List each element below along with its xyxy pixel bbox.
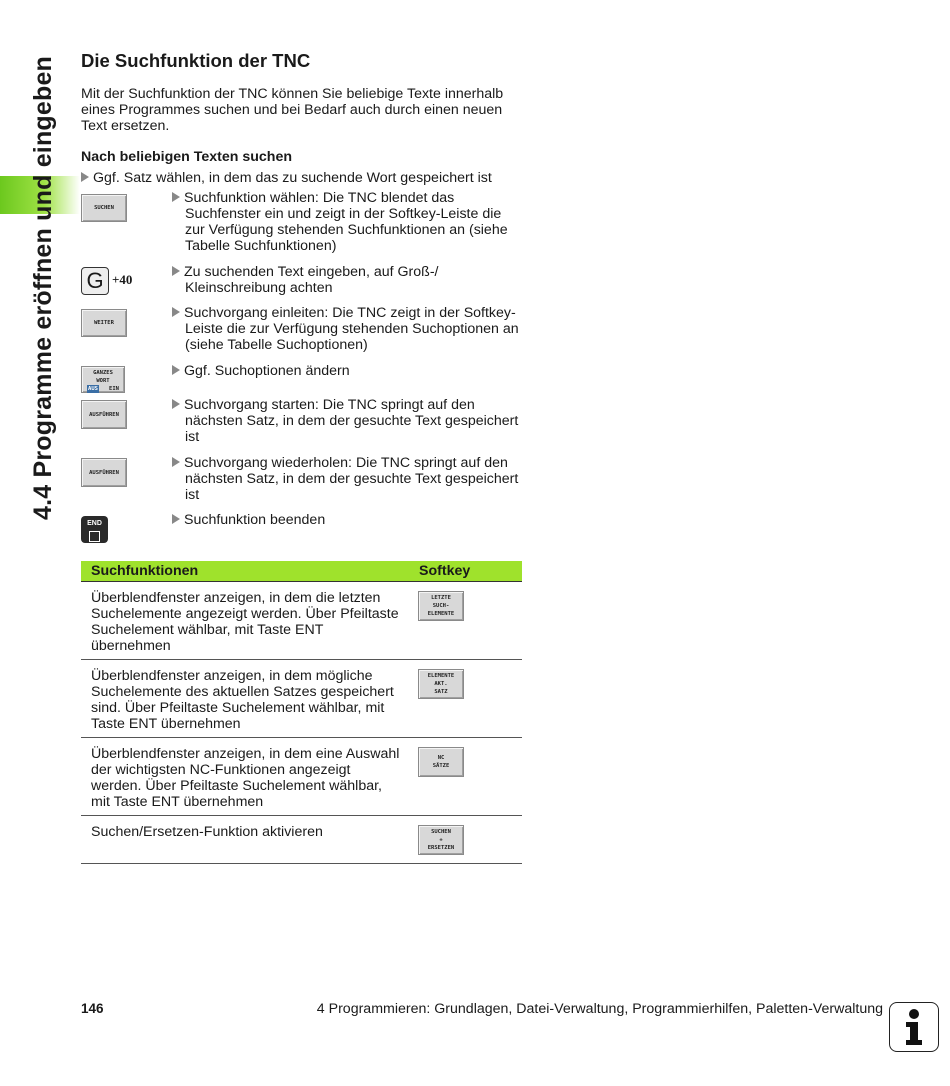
triangle-bullet-icon	[172, 399, 180, 409]
key-g-button[interactable]	[81, 267, 109, 295]
triangle-bullet-icon	[172, 266, 180, 276]
triangle-bullet-icon	[172, 192, 180, 202]
softkey-label-line: +	[439, 837, 443, 843]
triangle-bullet-icon	[172, 365, 180, 375]
softkey-label: AUSFÜHREN	[89, 411, 119, 418]
key-end-button[interactable]	[81, 516, 108, 543]
softkey-label-line: SUCHEN	[431, 829, 451, 835]
step-bullet	[81, 170, 492, 186]
toggle-inactive: EIN	[109, 386, 119, 392]
toggle-active: AUS	[88, 386, 98, 392]
info-icon	[889, 1002, 939, 1052]
step-text: Suchfunktion wählen: Die TNC blendet das Suchfenster ein und zeigt in der Softkey-Leiste die zur Verfügung stehenden Suchfunktionen an (siehe Tabelle Suchfunktionen)	[184, 190, 508, 254]
softkey-weiter[interactable]	[81, 309, 127, 337]
step-text: Zu suchenden Text eingeben, auf Groß-/ Kleinschreibung achten	[184, 264, 439, 296]
triangle-bullet-icon	[172, 307, 180, 317]
softkey-ganzes-wort[interactable]	[81, 366, 125, 393]
step-4	[172, 363, 524, 379]
intro-paragraph: Mit der Suchfunktion der TNC können Sie beliebige Texte innerhalb eines Programmes suchen und bei Bedarf auch durch einen neuen Text ersetzen.	[81, 86, 504, 134]
softkey-label-line: SATZ	[434, 689, 448, 695]
softkey-label: SUCHEN	[94, 205, 114, 211]
info-glyph	[890, 1003, 938, 1051]
triangle-bullet-icon	[81, 172, 89, 182]
key-end-label: END	[87, 520, 102, 527]
softkey-ausfuehren-repeat[interactable]	[81, 458, 127, 487]
table-cell-desc: Überblendfenster anzeigen, in dem die letzten Suchelemente angezeigt werden. Über Pfeiltaste Suchelement wählbar, mit Taste ENT übernehmen	[91, 590, 399, 654]
softkey-label: WEITER	[94, 320, 114, 326]
table-header	[81, 561, 522, 582]
softkey-label-line: LETZTE	[431, 595, 451, 601]
softkey-label-line: AKT.	[434, 681, 448, 687]
step-bullet-text: Ggf. Satz wählen, in dem das zu suchende Wort gespeichert ist	[93, 170, 492, 186]
softkey-label-line: SÄTZE	[432, 763, 450, 769]
softkey-label: AUSFÜHREN	[89, 469, 119, 476]
step-text: Suchvorgang wiederholen: Die TNC springt auf den nächsten Satz, in dem der gesuchte Text gespeichert ist	[184, 455, 519, 503]
table-row	[81, 816, 522, 864]
step-5	[172, 397, 524, 445]
softkey-letzte-suchelemente[interactable]	[418, 591, 464, 621]
page-title: Die Suchfunktion der TNC	[81, 50, 311, 71]
table-row	[81, 660, 522, 738]
step-text: Suchfunktion beenden	[184, 512, 326, 528]
table-row	[81, 738, 522, 816]
softkey-label-line: NC	[437, 755, 445, 761]
table-cell-desc: Suchen/Ersetzen-Funktion aktivieren	[91, 824, 323, 840]
triangle-bullet-icon	[172, 457, 180, 467]
step-7	[172, 512, 524, 528]
softkey-label-line: GANZES	[93, 370, 113, 376]
softkey-ausfuehren[interactable]	[81, 400, 127, 429]
table-header-function: Suchfunktionen	[91, 563, 199, 579]
softkey-label-line: SUCH-	[432, 603, 450, 609]
softkey-label-line: ELEMENTE	[427, 673, 455, 679]
search-functions-table	[81, 561, 522, 864]
step-text: Suchvorgang starten: Die TNC springt auf den nächsten Satz, in dem der gesuchte Text gespeichert ist	[184, 397, 519, 445]
section-heading: Nach beliebigen Texten suchen	[81, 149, 293, 165]
step-3	[172, 305, 524, 353]
table-cell-desc: Überblendfenster anzeigen, in dem eine Auswahl der wichtigsten NC-Funktionen angezeigt werden. Über Pfeiltaste Suchelement wählbar, mit Taste ENT übernehmen	[91, 746, 400, 810]
softkey-suchen[interactable]	[81, 194, 127, 222]
square-icon	[89, 531, 100, 542]
footer-chapter: 4 Programmieren: Grundlagen, Datei-Verwaltung, Programmierhilfen, Paletten-Verwaltung	[316, 1001, 883, 1017]
table-cell-desc: Überblendfenster anzeigen, in dem mögliche Suchelemente des aktuellen Satzes gespeichert sind. Über Pfeiltaste Suchelement wählbar, mit Taste ENT übernehmen	[91, 668, 394, 732]
softkey-suchen-ersetzen[interactable]	[418, 825, 464, 855]
chapter-side-title: 4.4 Programme eröffnen und eingeben	[29, 55, 57, 520]
softkey-elemente-akt-satz[interactable]	[418, 669, 464, 699]
step-6	[172, 455, 524, 503]
softkey-toggle	[82, 385, 124, 393]
softkey-label-line: ERSETZEN	[427, 845, 455, 851]
softkey-label-line: ELEMENTE	[427, 611, 455, 617]
step-1	[172, 190, 524, 254]
step-text: Ggf. Suchoptionen ändern	[184, 363, 350, 379]
key-suffix: +40	[112, 272, 133, 287]
step-text: Suchvorgang einleiten: Die TNC zeigt in der Softkey-Leiste die zur Verfügung stehenden Suchoptionen an (siehe Tabelle Suchoptionen)	[184, 305, 519, 353]
table-header-softkey: Softkey	[419, 563, 471, 579]
table-row	[81, 582, 522, 660]
page-number: 146	[81, 1001, 104, 1016]
step-2	[172, 264, 524, 296]
triangle-bullet-icon	[172, 514, 180, 524]
key-letter: G	[86, 268, 104, 293]
softkey-nc-saetze[interactable]	[418, 747, 464, 777]
softkey-label-line: WORT	[96, 378, 110, 384]
